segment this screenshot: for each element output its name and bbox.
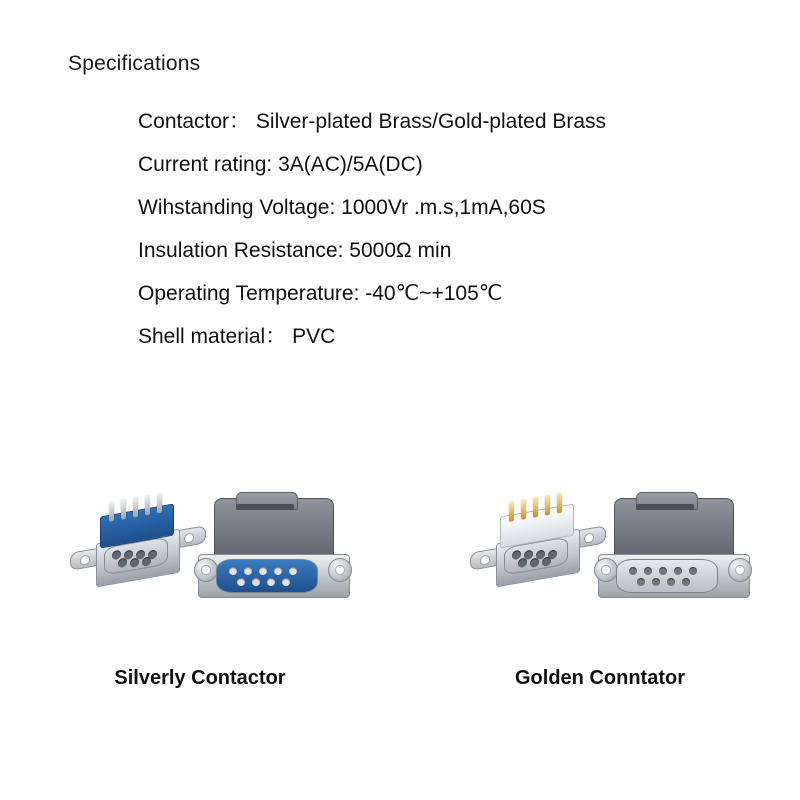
spec-row xyxy=(138,315,778,358)
contact-pin xyxy=(509,501,514,522)
socket-hole xyxy=(689,567,697,575)
contact-pin xyxy=(521,499,526,520)
spec-value: 5000Ω min xyxy=(349,239,452,262)
screw-lug-left xyxy=(194,558,218,582)
screw-hole-icon xyxy=(480,554,490,566)
d-sub-insulator-grey xyxy=(616,559,718,593)
spec-row xyxy=(138,186,778,229)
spec-label: Contactor： xyxy=(138,110,251,133)
socket-hole xyxy=(637,578,645,586)
socket-hole xyxy=(237,578,245,586)
spec-value: -40℃~+105℃ xyxy=(365,282,503,305)
page-title: Specifications xyxy=(68,52,201,75)
contact-pin xyxy=(109,501,114,522)
socket-hole xyxy=(274,567,282,575)
socket-hole xyxy=(542,556,551,567)
spec-row xyxy=(138,143,778,186)
socket-hole xyxy=(229,567,237,575)
spec-value: PVC xyxy=(292,325,336,348)
spec-value: Silver-plated Brass/Gold-plated Brass xyxy=(255,110,607,133)
socket-hole xyxy=(130,557,139,568)
spec-row xyxy=(138,272,778,315)
screw-lug-left xyxy=(594,558,618,582)
contact-pin xyxy=(557,493,562,514)
product-gallery xyxy=(0,470,800,730)
spec-label: Wihstanding Voltage: xyxy=(138,196,336,219)
product-caption-gold: Golden Conntator xyxy=(515,667,685,689)
contact-pin xyxy=(121,499,126,520)
spec-label: Current rating: xyxy=(138,153,273,176)
product-caption-silver: Silverly Contactor xyxy=(114,667,286,689)
spec-label: Shell material： xyxy=(138,325,287,348)
screw-hole-icon xyxy=(201,565,211,575)
contact-pin xyxy=(545,495,550,516)
socket-hole xyxy=(674,567,682,575)
screw-lug-right xyxy=(728,558,752,582)
screw-hole-icon xyxy=(335,565,345,575)
socket-hole xyxy=(659,567,667,575)
socket-hole xyxy=(259,567,267,575)
contact-pin xyxy=(157,493,162,514)
socket-hole xyxy=(142,556,151,567)
spec-label: Operating Temperature: xyxy=(138,282,360,305)
screw-lug-right xyxy=(328,558,352,582)
socket-hole xyxy=(282,578,290,586)
spec-row xyxy=(138,100,778,143)
socket-hole xyxy=(667,578,675,586)
contact-pin xyxy=(133,497,138,518)
screw-hole-icon xyxy=(735,565,745,575)
hood-notch xyxy=(636,504,694,510)
front-connector-silver xyxy=(180,492,360,632)
product-gold xyxy=(400,470,800,730)
product-silver xyxy=(0,470,400,730)
spec-label: Insulation Resistance: xyxy=(138,239,344,262)
socket-hole xyxy=(682,578,690,586)
hood-notch xyxy=(236,504,294,510)
connector-illustration-gold xyxy=(440,480,770,660)
socket-hole xyxy=(644,567,652,575)
connector-illustration-silver xyxy=(40,480,370,660)
socket-hole xyxy=(629,567,637,575)
socket-hole xyxy=(289,567,297,575)
screw-hole-icon xyxy=(601,565,611,575)
spec-value: 3A(AC)/5A(DC) xyxy=(278,153,423,176)
socket-hole xyxy=(652,578,660,586)
socket-hole xyxy=(118,558,127,569)
socket-hole xyxy=(530,557,539,568)
front-connector-gold xyxy=(580,492,760,632)
socket-hole xyxy=(252,578,260,586)
contact-pin xyxy=(533,497,538,518)
socket-hole xyxy=(244,567,252,575)
specifications-list xyxy=(138,100,778,358)
socket-hole xyxy=(518,558,527,569)
screw-hole-icon xyxy=(80,554,90,566)
d-sub-insulator-blue xyxy=(216,559,318,593)
spec-value: 1000Vr .m.s,1mA,60S xyxy=(341,196,546,219)
socket-hole xyxy=(267,578,275,586)
contact-pin xyxy=(145,495,150,516)
spec-row xyxy=(138,229,778,272)
